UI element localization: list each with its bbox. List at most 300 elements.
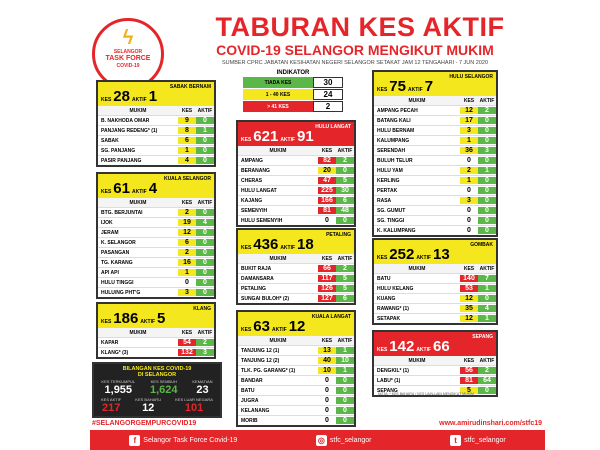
mukim-aktif: 0 — [336, 387, 354, 394]
column-header — [238, 336, 354, 345]
mukim-kes: 35 — [460, 305, 478, 312]
logo-line-2: TASK FORCE — [105, 55, 151, 62]
table-row — [238, 293, 354, 303]
table-row — [374, 195, 496, 205]
mukim-aktif: 7 — [478, 275, 496, 282]
mukim-kes: 40 — [318, 357, 336, 364]
table-row — [98, 125, 214, 135]
facebook-icon: f — [129, 435, 140, 446]
mukim-aktif: 4 — [478, 305, 496, 312]
totals-title: BILANGAN KES COVID-19 — [122, 366, 192, 372]
mukim-kes: 66 — [318, 265, 336, 272]
case-summary — [101, 182, 211, 196]
kes-label: KES — [377, 87, 388, 93]
table-row — [374, 165, 496, 175]
table-row — [238, 375, 354, 385]
col-kes: KES — [463, 265, 475, 272]
mukim-name: BUKIT RAJA — [241, 265, 272, 272]
mukim-name: KAPAR — [101, 339, 119, 346]
district-card-sepang — [372, 330, 498, 397]
mukim-aktif: 0 — [478, 117, 496, 124]
mukim-name: KALUMPANG — [377, 137, 410, 144]
col-aktif: AKTIF — [197, 199, 213, 206]
mukim-aktif: 0 — [478, 127, 496, 134]
mukim-name: BATU — [377, 275, 391, 282]
total-value: 12 — [142, 402, 155, 414]
mukim-kes: 13 — [318, 347, 336, 354]
col-aktif: AKTIF — [479, 265, 495, 272]
total-label: KEMATIAN — [192, 379, 213, 384]
mukim-aktif: 0 — [336, 217, 354, 224]
mukim-aktif: 3 — [196, 349, 214, 356]
col-aktif: AKTIF — [337, 337, 353, 344]
mukim-kes: 47 — [318, 177, 336, 184]
indicator-label: 1 - 40 KES — [243, 89, 313, 100]
case-summary — [241, 130, 351, 144]
table-row — [238, 273, 354, 283]
table-row — [238, 385, 354, 395]
table-row — [238, 263, 354, 273]
col-aktif: AKTIF — [197, 107, 213, 114]
total-cases: 436 — [253, 236, 279, 253]
kes-label: KES — [241, 245, 252, 251]
mukim-kes: 0 — [467, 187, 471, 194]
mukim-kes: 3 — [178, 289, 196, 296]
mukim-kes: 5 — [460, 387, 478, 394]
indicator-label: > 41 KES — [243, 101, 313, 112]
mukim-kes: 16 — [178, 259, 196, 266]
col-mukim: MUKIM — [129, 329, 147, 336]
total-value: 1,955 — [104, 384, 133, 396]
table-row — [238, 415, 354, 425]
mukim-aktif: 30 — [336, 187, 354, 194]
mukim-name: BULUH TELUR — [377, 157, 413, 164]
mukim-name: BANDAR — [241, 377, 263, 384]
table-row — [374, 145, 496, 155]
mukim-name: SG. TINGGI — [377, 217, 405, 224]
total-label: KES SEMBUH — [150, 379, 177, 384]
mukim-aktif: 0 — [196, 249, 214, 256]
mukim-name: HULU TINGGI — [101, 279, 134, 286]
mukim-aktif: 0 — [336, 417, 354, 424]
table-row — [374, 303, 496, 313]
mukim-kes: 3 — [460, 197, 478, 204]
twitter-label: stfc_selangor — [464, 436, 506, 444]
col-kes: KES — [181, 107, 193, 114]
indicator-value: 30 — [313, 77, 343, 88]
mukim-kes: 12 — [460, 315, 478, 322]
mukim-kes: 0 — [325, 387, 329, 394]
district-card-hulu-langat — [236, 120, 356, 227]
card-header — [374, 240, 496, 264]
district-name: KLANG — [193, 306, 211, 312]
mukim-aktif: 0 — [196, 229, 214, 236]
district-card-kuala-selangor — [96, 172, 216, 299]
mukim-name: SERENDAH — [377, 147, 406, 154]
mukim-aktif: 0 — [478, 227, 496, 234]
mukim-name: DAMANSARA — [241, 275, 274, 282]
col-kes: KES — [463, 357, 475, 364]
table-row — [374, 175, 496, 185]
mukim-name: KAJANG — [241, 197, 263, 204]
instagram-link[interactable] — [316, 435, 372, 446]
mukim-name: PASIR PANJANG — [101, 157, 142, 164]
twitter-icon: t — [450, 435, 461, 446]
mukim-name: API API — [101, 269, 119, 276]
mukim-aktif: 2 — [336, 157, 354, 164]
indicator-row — [243, 89, 343, 100]
total-cases: 28 — [113, 88, 130, 105]
active-cases: 13 — [433, 246, 450, 263]
total-value: 23 — [196, 384, 209, 396]
table-row — [374, 125, 496, 135]
website-link[interactable]: www.amirudinshari.com/stfc19 — [439, 420, 542, 427]
instagram-label: stfc_selangor — [329, 436, 372, 444]
mukim-kes: 2 — [178, 209, 196, 216]
active-cases: 1 — [148, 88, 158, 105]
total-cases: 75 — [389, 78, 406, 95]
column-header — [374, 356, 496, 365]
table-row — [238, 283, 354, 293]
mukim-name: TANJUNG 12 (1) — [241, 347, 280, 354]
col-kes: KES — [181, 329, 193, 336]
mukim-aktif: 0 — [196, 157, 214, 164]
mukim-name: TANJUNG 12 (2) — [241, 357, 280, 364]
mukim-kes: 81 — [318, 207, 336, 214]
mukim-aktif: 1 — [478, 167, 496, 174]
mukim-name: TG. KARANG — [101, 259, 133, 266]
mukim-name: KELANANG — [241, 407, 270, 414]
mukim-name: JUGRA — [241, 397, 259, 404]
kes-label: KES — [101, 97, 112, 103]
mukim-name: SETAPAK — [377, 315, 401, 322]
card-header — [238, 230, 354, 254]
mukim-name: CHERAS — [241, 177, 263, 184]
mukim-name: BERANANG — [241, 167, 270, 174]
page-subtitle: COVID-19 SELANGOR MENGIKUT MUKIM — [216, 42, 494, 58]
total-label: KES AKTIF — [101, 397, 122, 402]
mukim-name: SG. GUMUT — [377, 207, 406, 214]
col-kes: KES — [321, 147, 333, 154]
social-footer — [90, 430, 545, 450]
table-row — [98, 207, 214, 217]
indicator-title: INDIKATOR — [276, 70, 310, 76]
table-row — [98, 247, 214, 257]
col-mukim: MUKIM — [408, 357, 426, 364]
mukim-kes: 0 — [325, 217, 329, 224]
table-row — [98, 115, 214, 125]
case-summary — [377, 340, 493, 354]
table-row — [98, 257, 214, 267]
table-row — [98, 155, 214, 165]
mukim-aktif: 3 — [478, 147, 496, 154]
mukim-aktif: 4 — [196, 219, 214, 226]
total-label: KES BAHARU — [135, 397, 162, 402]
mukim-kes: 132 — [178, 349, 196, 356]
total-label: KES LUAR NEGARA — [175, 397, 213, 402]
mukim-kes: 17 — [460, 117, 478, 124]
mukim-name: KLANG* (3) — [101, 349, 129, 356]
mukim-kes: 36 — [460, 147, 478, 154]
page-title: TABURAN KES AKTIF — [215, 12, 505, 42]
mukim-kes: 126 — [318, 285, 336, 292]
mukim-aktif: 0 — [196, 147, 214, 154]
mukim-aktif: 1 — [478, 315, 496, 322]
mukim-aktif: 5 — [336, 285, 354, 292]
mukim-kes: 140 — [460, 275, 478, 282]
mukim-kes: 6 — [178, 137, 196, 144]
total-cases: 621 — [253, 128, 279, 145]
mukim-kes: 2 — [178, 249, 196, 256]
source-note: SUMBER CPRC JABATAN KESIHATAN NEGERI SELANGOR SETAKAT JAM 12 TENGAHARI - 7 JUN 2020 — [222, 60, 488, 66]
facebook-label: Selangor Task Force Covid-19 — [143, 436, 238, 444]
mukim-name: LABU* (1) — [377, 377, 401, 384]
total-cases: 186 — [113, 310, 139, 327]
active-cases: 66 — [433, 338, 450, 355]
indicator-value: 2 — [313, 101, 343, 112]
mukim-name: HULU SEMENYIH — [241, 217, 283, 224]
mukim-kes: 82 — [318, 157, 336, 164]
total-value: 1,624 — [150, 384, 178, 396]
district-name: HULU LANGAT — [315, 124, 351, 130]
mukim-aktif: 1 — [336, 347, 354, 354]
aktif-label: AKTIF — [131, 189, 147, 195]
card-header — [98, 82, 214, 106]
active-cases: 12 — [288, 318, 306, 335]
card-header — [238, 312, 354, 336]
col-aktif: AKTIF — [197, 329, 213, 336]
mukim-aktif: 1 — [336, 367, 354, 374]
indicator-label: TIADA KES — [243, 77, 313, 88]
mukim-name: K. KALUMPANG — [377, 227, 416, 234]
mukim-aktif: 0 — [196, 289, 214, 296]
logo-line-1: SELANGOR — [113, 49, 143, 55]
col-aktif: AKTIF — [479, 97, 495, 104]
kes-label: KES — [101, 319, 112, 325]
mukim-name: TLK. PG. GARANG* (1) — [241, 367, 296, 374]
district-card-kuala-langat — [236, 310, 356, 427]
indicator-value: 24 — [313, 89, 343, 100]
mukim-aktif: 0 — [478, 197, 496, 204]
table-row — [98, 135, 214, 145]
mukim-kes: 54 — [178, 339, 196, 346]
mukim-name: SABAK — [101, 137, 119, 144]
case-summary — [241, 320, 351, 334]
table-row — [98, 267, 214, 277]
district-name: GOMBAK — [470, 242, 493, 248]
district-name: HULU SELANGOR — [449, 74, 493, 80]
mukim-kes: 2 — [460, 167, 478, 174]
kes-label: KES — [241, 137, 252, 143]
aktif-label: AKTIF — [140, 319, 156, 325]
mukim-aktif: 1 — [196, 127, 214, 134]
mukim-kes: 1 — [460, 177, 478, 184]
mukim-kes: 12 — [178, 229, 196, 236]
notes: NOTA: * KES BAHARU / KES LAIN-LAIN MENGIKUT MUKIM — [378, 392, 474, 396]
district-card-klang — [96, 302, 216, 359]
total-cell — [175, 397, 213, 414]
aktif-label: AKTIF — [416, 347, 432, 353]
table-row — [374, 293, 496, 303]
logo-line-3: COVID-19 — [116, 63, 140, 69]
active-cases: 91 — [297, 128, 314, 145]
total-value: 101 — [184, 402, 204, 414]
table-row — [374, 135, 496, 145]
table-row — [374, 105, 496, 115]
mukim-name: BATU — [241, 387, 255, 394]
aktif-label: AKTIF — [407, 87, 423, 93]
table-row — [374, 115, 496, 125]
selangor-totals — [92, 362, 222, 418]
table-row — [98, 287, 214, 297]
mukim-kes: 0 — [325, 397, 329, 404]
mukim-kes: 1 — [178, 269, 196, 276]
case-summary — [101, 90, 211, 104]
col-mukim: MUKIM — [269, 255, 287, 262]
active-cases: 18 — [297, 236, 314, 253]
mukim-kes: 12 — [460, 107, 478, 114]
column-header — [98, 328, 214, 337]
column-header — [98, 198, 214, 207]
total-cases: 142 — [389, 338, 415, 355]
mukim-aktif: 48 — [336, 207, 354, 214]
bolt-icon: ϟ — [122, 27, 134, 49]
district-card-hulu-selangor — [372, 70, 498, 237]
table-row — [374, 283, 496, 293]
mukim-aktif: 0 — [196, 117, 214, 124]
total-cell — [150, 379, 178, 396]
mukim-name: PERTAK — [377, 187, 398, 194]
total-value: 217 — [101, 402, 121, 414]
card-header — [238, 122, 354, 146]
totals-subtitle: DI SELANGOR — [137, 372, 177, 378]
table-row — [374, 313, 496, 323]
mukim-name: SG. PANJANG — [101, 147, 136, 154]
mukim-kes: 9 — [178, 117, 196, 124]
mukim-name: BTG. BERJUNTAI — [101, 209, 143, 216]
mukim-kes: 56 — [460, 367, 478, 374]
mukim-kes: 12 — [460, 295, 478, 302]
mukim-kes: 1 — [460, 137, 478, 144]
table-row — [238, 155, 354, 165]
mukim-name: B. NAKHODA OMAR — [101, 117, 150, 124]
mukim-aktif: 0 — [196, 269, 214, 276]
mukim-aktif: 2 — [478, 367, 496, 374]
mukim-aktif: 0 — [196, 279, 214, 286]
mukim-aktif: 0 — [336, 377, 354, 384]
mukim-kes: 1 — [178, 147, 196, 154]
kes-label: KES — [377, 347, 388, 353]
column-header — [238, 146, 354, 155]
aktif-label: AKTIF — [271, 327, 287, 333]
mukim-aktif: 0 — [478, 387, 496, 394]
mukim-aktif: 0 — [336, 167, 354, 174]
mukim-aktif: 0 — [478, 137, 496, 144]
mukim-name: SUNGAI BULOH* (2) — [241, 295, 290, 302]
col-mukim: MUKIM — [408, 97, 426, 104]
mukim-kes: 225 — [318, 187, 336, 194]
mukim-kes: 6 — [178, 239, 196, 246]
mukim-kes: 53 — [460, 285, 478, 292]
col-kes: KES — [463, 97, 475, 104]
table-row — [238, 195, 354, 205]
table-row — [374, 185, 496, 195]
table-row — [374, 215, 496, 225]
case-summary — [377, 248, 493, 262]
col-mukim: MUKIM — [269, 337, 287, 344]
mukim-aktif: 0 — [478, 217, 496, 224]
district-card-gombak — [372, 238, 498, 325]
mukim-name: PASANGAN — [101, 249, 130, 256]
instagram-icon: ◎ — [316, 435, 327, 446]
card-header — [98, 174, 214, 198]
mukim-name: AMPANG — [241, 157, 263, 164]
mukim-kes: 20 — [318, 167, 336, 174]
active-cases: 5 — [157, 310, 166, 327]
table-row — [98, 145, 214, 155]
table-row — [374, 225, 496, 235]
active-cases: 4 — [148, 180, 158, 197]
aktif-label: AKTIF — [131, 97, 147, 103]
district-name: KUALA LANGAT — [311, 314, 351, 320]
mukim-name: RAWANG* (1) — [377, 305, 409, 312]
mukim-aktif: 6 — [336, 197, 354, 204]
table-row — [238, 175, 354, 185]
mukim-name: BATANG KALI — [377, 117, 411, 124]
mukim-aktif: 0 — [196, 137, 214, 144]
facebook-link[interactable] — [129, 435, 237, 446]
table-row — [238, 215, 354, 225]
mukim-kes: 0 — [325, 407, 329, 414]
aktif-label: AKTIF — [280, 137, 296, 143]
mukim-kes: 117 — [318, 275, 336, 282]
total-cell — [192, 379, 212, 396]
table-row — [98, 337, 214, 347]
mukim-aktif: 0 — [478, 207, 496, 214]
district-name: SEPANG — [472, 334, 493, 340]
mukim-aktif: 5 — [336, 177, 354, 184]
column-header — [374, 96, 496, 105]
table-row — [374, 273, 496, 283]
col-aktif: AKTIF — [337, 255, 353, 262]
table-row — [374, 365, 496, 375]
mukim-name: DENGKIL* (1) — [377, 367, 409, 374]
mukim-name: IJOK — [101, 219, 113, 226]
mukim-name: RASA — [377, 197, 392, 204]
table-row — [238, 355, 354, 365]
mukim-kes: 0 — [467, 157, 471, 164]
mukim-aktif: 0 — [196, 239, 214, 246]
table-row — [238, 185, 354, 195]
mukim-aktif: 2 — [478, 107, 496, 114]
mukim-aktif: 2 — [336, 265, 354, 272]
table-row — [374, 155, 496, 165]
col-kes: KES — [181, 199, 193, 206]
mukim-kes: 127 — [318, 295, 336, 302]
mukim-kes: 3 — [460, 127, 478, 134]
column-header — [374, 264, 496, 273]
mukim-name: KUANG — [377, 295, 396, 302]
kes-label: KES — [377, 255, 388, 261]
mukim-name: SEPANG — [377, 387, 398, 394]
col-mukim: MUKIM — [269, 147, 287, 154]
mukim-aktif: 5 — [336, 275, 354, 282]
table-row — [98, 227, 214, 237]
col-mukim: MUKIM — [129, 199, 147, 206]
district-name: KUALA SELANGOR — [163, 176, 211, 182]
mukim-name: JERAM — [101, 229, 119, 236]
twitter-link[interactable] — [450, 435, 506, 446]
